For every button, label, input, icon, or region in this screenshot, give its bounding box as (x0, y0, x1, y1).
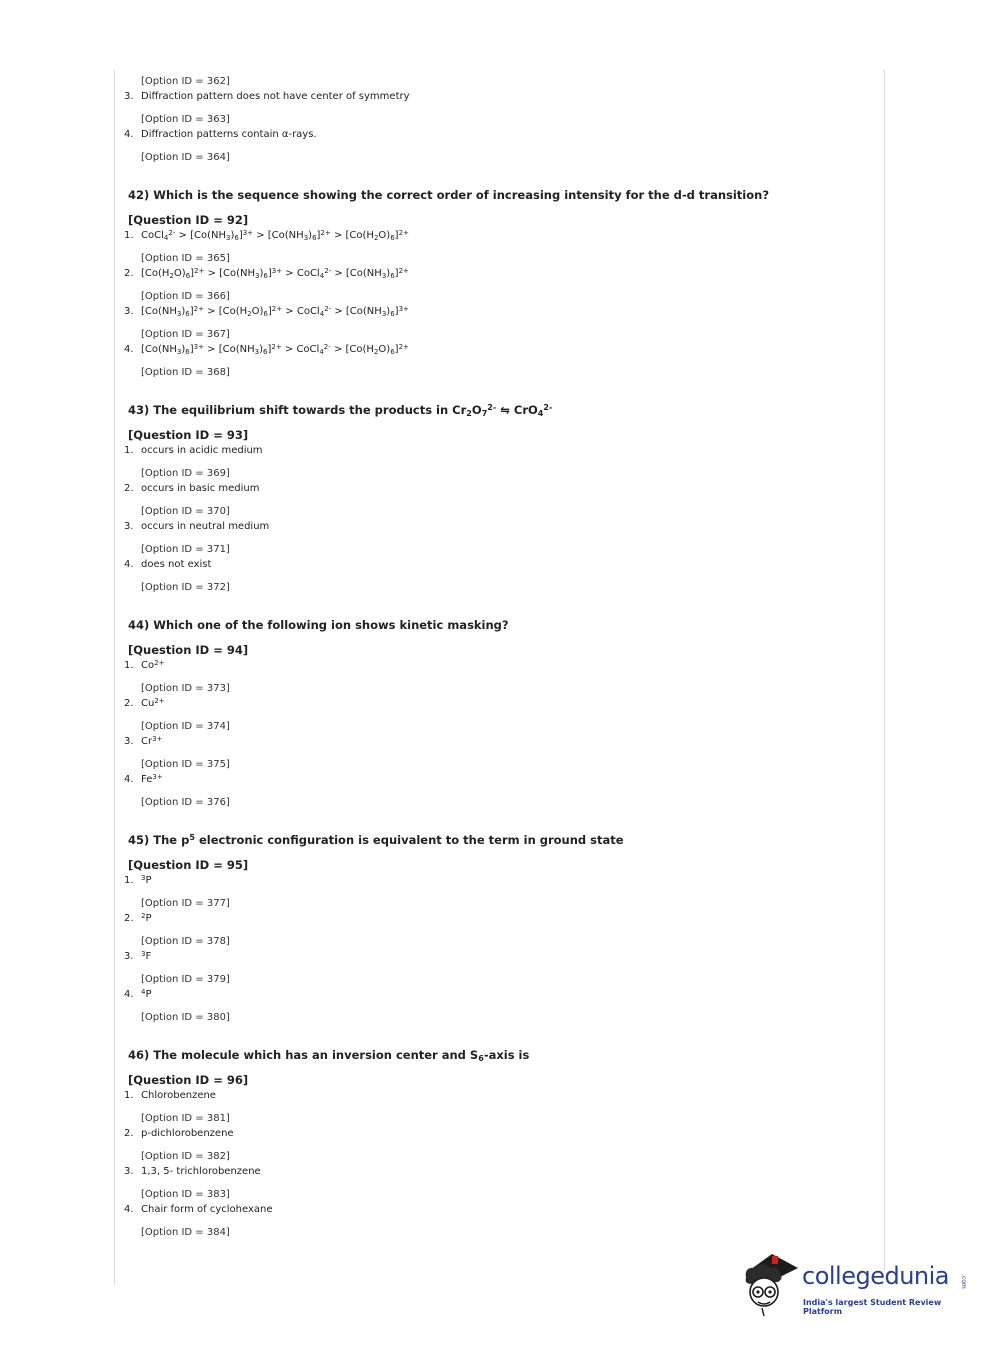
option-number: 4. (124, 1204, 134, 1215)
option-row (124, 949, 864, 964)
option-number: 3. (124, 91, 134, 102)
question-title: 46) The molecule which has an inversion center and $S_6$-axis is (128, 1048, 530, 1063)
option-row (124, 772, 864, 787)
question-id: [Question ID = 93] (128, 428, 249, 442)
option-number: 4. (124, 774, 134, 785)
option-row (124, 557, 864, 572)
option-number: 1. (124, 230, 134, 241)
option-text: $Cu^{2+}$ (141, 696, 165, 709)
option-id: [Option ID = 382] (141, 1151, 230, 1162)
question-id: [Question ID = 96] (128, 1073, 249, 1087)
option-text: $[Co(H_2O)_6]^{2+} > [Co(NH_3)_6]^{3+}$ > CoCl$_4^{2-}$ > $[Co(NH_3)_6]^{2+}$ (141, 266, 409, 280)
mascot-icon (742, 1248, 802, 1320)
option-id: [Option ID = 384] (141, 1227, 230, 1238)
option-row (124, 1126, 864, 1141)
option-text: $^3$F (141, 949, 152, 962)
option-row (124, 342, 864, 357)
option-row (124, 1164, 864, 1179)
option-text: $^4$P (141, 987, 152, 1000)
option-id: [Option ID = 383] (141, 1189, 230, 1200)
option-id: [Option ID = 368] (141, 367, 230, 378)
option-id: [Option ID = 379] (141, 974, 230, 985)
option-id: [Option ID = 373] (141, 683, 230, 694)
option-text: occurs in acidic medium (141, 445, 263, 456)
option-text: occurs in basic medium (141, 483, 260, 494)
option-number: 4. (124, 344, 134, 355)
option-id: [Option ID = 380] (141, 1012, 230, 1023)
option-number: 2. (124, 1128, 134, 1139)
left-margin-rule (114, 70, 115, 1285)
question-title: 45) The $p^5$ electronic configuration is equivalent to the term in ground state (128, 832, 624, 847)
option-number: 2. (124, 913, 134, 924)
question-title: 44) Which one of the following ion shows kinetic masking? (128, 618, 509, 632)
option-text: CoCl$_4^{2-}$ > $[Co(NH_3)_6]^{3+} > [Co(NH_3)_6]^{2+} > [Co(H_2O)_6]^{2+}$ (141, 228, 409, 242)
option-id: [Option ID = 367] (141, 329, 230, 340)
option-number: 2. (124, 268, 134, 279)
option-number: 1. (124, 875, 134, 886)
option-number: 3. (124, 521, 134, 532)
option-text: $Fe^{3+}$ (141, 772, 163, 785)
question-title: 42) Which is the sequence showing the correct order of increasing intensity for the d-d transition? (128, 188, 769, 202)
logo-wordmark: collegedunia (802, 1262, 950, 1290)
option-id: [Option ID = 366] (141, 291, 230, 302)
option-number: 1. (124, 1090, 134, 1101)
question-id: [Question ID = 94] (128, 643, 249, 657)
option-id: [Option ID = 364] (141, 152, 230, 163)
option-text: $Cr^{3+}$ (141, 734, 163, 747)
option-text: Diffraction patterns contain α-rays. (141, 129, 317, 140)
option-number: 1. (124, 660, 134, 671)
option-row (124, 127, 864, 142)
option-row (124, 304, 864, 319)
option-number: 4. (124, 129, 134, 140)
option-text: p-dichlorobenzene (141, 1128, 234, 1139)
option-text: Diffraction pattern does not have center of symmetry (141, 91, 410, 102)
logo-dotcom: .com (960, 1274, 967, 1289)
option-id: [Option ID = 377] (141, 898, 230, 909)
question-id: [Question ID = 95] (128, 858, 249, 872)
option-id: [Option ID = 371] (141, 544, 230, 555)
option-number: 3. (124, 736, 134, 747)
option-text: 1,3, 5- trichlorobenzene (141, 1166, 261, 1177)
option-row (124, 911, 864, 926)
option-number: 3. (124, 306, 134, 317)
option-row (124, 1202, 864, 1217)
option-text: $^3$P (141, 873, 152, 886)
option-row (124, 658, 864, 673)
question-title: 43) The equilibrium shift towards the products in $Cr_2O_7^{2-}$ ⇋ CrO$_4^{2-}$ (128, 402, 553, 418)
option-text: $^2$P (141, 911, 152, 924)
option-row (124, 481, 864, 496)
option-row (124, 696, 864, 711)
option-number: 2. (124, 483, 134, 494)
option-row (124, 266, 864, 281)
option-id: [Option ID = 369] (141, 468, 230, 479)
option-number: 4. (124, 559, 134, 570)
option-id: [Option ID = 372] (141, 582, 230, 593)
option-row (124, 987, 864, 1002)
right-margin-rule (884, 70, 885, 1270)
logo-tagline: India's largest Student Review Platform (803, 1298, 942, 1316)
option-row (124, 228, 864, 243)
option-number: 4. (124, 989, 134, 1000)
option-text: does not exist (141, 559, 212, 570)
option-row (124, 734, 864, 749)
option-row (124, 873, 864, 888)
option-row (124, 519, 864, 534)
question-id: [Question ID = 92] (128, 213, 249, 227)
option-text: Chair form of cyclohexane (141, 1204, 273, 1215)
option-id: [Option ID = 375] (141, 759, 230, 770)
option-row (124, 1088, 864, 1103)
option-text: $[Co(NH_3)_6]^{3+} > [Co(NH_3)_6]^{2+}$ > CoCl$_4^{2-}$ > $[Co(H_2O)_6]^{2+}$ (141, 342, 409, 356)
option-row (124, 443, 864, 458)
option-text: $[Co(NH_3)_6]^{2+} > [Co(H_2O)_6]^{2+}$ > CoCl$_4^{2-}$ > $[Co(NH_3)_6]^{3+}$ (141, 304, 409, 318)
exam-content (124, 74, 864, 1240)
option-row (124, 89, 864, 104)
option-id: [Option ID = 362] (141, 76, 230, 87)
option-text: occurs in neutral medium (141, 521, 270, 532)
option-text: Chlorobenzene (141, 1090, 216, 1101)
option-id: [Option ID = 370] (141, 506, 230, 517)
option-id: [Option ID = 378] (141, 936, 230, 947)
option-number: 2. (124, 698, 134, 709)
collegedunia-logo[interactable] (742, 1248, 982, 1320)
option-id: [Option ID = 363] (141, 114, 230, 125)
option-id: [Option ID = 374] (141, 721, 230, 732)
option-id: [Option ID = 376] (141, 797, 230, 808)
option-number: 1. (124, 445, 134, 456)
option-id: [Option ID = 381] (141, 1113, 230, 1124)
option-text: $Co^{2+}$ (141, 658, 165, 671)
option-number: 3. (124, 1166, 134, 1177)
option-number: 3. (124, 951, 134, 962)
option-id: [Option ID = 365] (141, 253, 230, 264)
